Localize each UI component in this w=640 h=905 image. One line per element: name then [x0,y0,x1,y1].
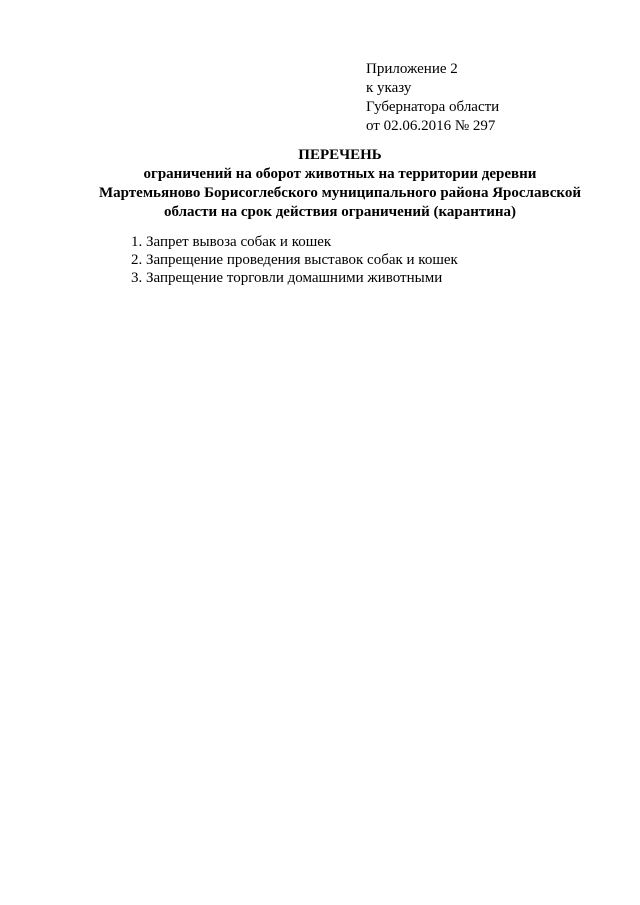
appendix-date-number: от 02.06.2016 № 297 [366,118,496,134]
title-line-2: Мартемьяново Борисоглебского муниципального района Ярославской [99,185,581,201]
title-heading: ПЕРЕЧЕНЬ [298,147,382,163]
title-line-1: ограничений на оборот животных на территории деревни [143,166,537,182]
document-title [60,146,620,222]
title-line-3: области на срок действия ограничений (карантина) [163,204,517,220]
appendix-number: Приложение 2 [366,61,458,77]
list-item: 2. Запрещение проведения выставок собак и кошек [131,252,458,268]
appendix-header [366,60,606,136]
appendix-issuer: Губернатора области [366,99,500,115]
list-item: 3. Запрещение торговли домашними животными [131,270,443,286]
restrictions-list [131,233,601,287]
appendix-decree-ref: к указу [366,80,412,96]
list-item: 1. Запрет вывоза собак и кошек [131,234,332,250]
